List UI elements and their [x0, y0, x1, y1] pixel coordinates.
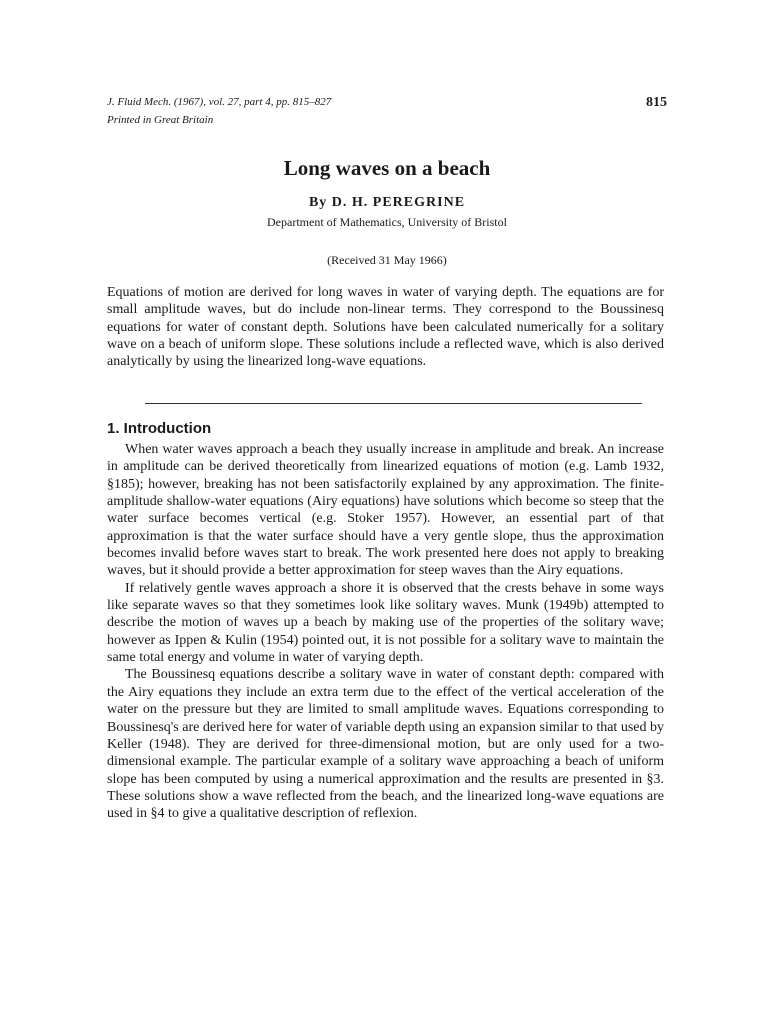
printed-location: Printed in Great Britain — [107, 114, 214, 126]
author-byline: By D. H. PEREGRINE — [308, 195, 466, 210]
section-body — [107, 441, 664, 823]
section-divider — [145, 403, 642, 404]
article-title: Long waves on a beach — [283, 156, 491, 180]
paragraph: When water waves approach a beach they usually increase in amplitude and break. An increase in amplitude can be derived theoretically from linearized equations of motion (e.g. Lamb 1932, §185); however, breaking has not been satisfactorily explained by any approximation. The finite-amplitude shallow-water equations (Airy equations) have solutions which become so steep that the water surface becomes vertical (e.g. Stoker 1957). However, an essential part of that approximation is that the water surface should have a very gentle slope, thus the approximation becomes invalid before waves start to break. The work presented here does not apply to breaking waves, but it should provide a better approximation for steep waves than the Airy equations. — [107, 442, 664, 579]
paragraph: The Boussinesq equations describe a solitary wave in water of constant depth: compared with the Airy equations they include an extra term due to the effect of the vertical acceleration of the water on the pressure but they are limited to small amplitude waves. Equations corresponding to Boussinesq's are derived here for water of variable depth using an expansion similar to that used by Keller (1948). They are derived for three-dimensional motion, but are only used for a two-dimensional example. The particular example of a solitary wave approaching a beach of uniform slope has been computed by using a numerical approximation and the results are presented in §3. These solutions show a wave reflected from the beach, and the linearized long-wave equations are used in §4 to give a qualitative description of reflexion. — [107, 667, 664, 822]
received-date: (Received 31 May 1966) — [327, 253, 447, 267]
journal-citation: J. Fluid Mech. (1967), vol. 27, part 4, pp. 815–827 — [107, 96, 332, 108]
running-head — [107, 93, 667, 129]
section-heading: 1. Introduction — [107, 420, 212, 437]
author-affiliation: Department of Mathematics, University of Bristol — [267, 215, 507, 229]
paragraph: If relatively gentle waves approach a shore it is observed that the crests behave in some ways like separate waves so that they sometimes look like solitary waves. Munk (1949b) attempted to describe the motion of waves up a beach by making use of the properties of the solitary wave; however as Ippen & Kulin (1954) pointed out, it is not possible for a solitary wave to maintain the same total energy and volume in water of varying depth. — [107, 580, 664, 666]
page-number: 815 — [646, 95, 667, 110]
title-block — [107, 153, 667, 268]
abstract: Equations of motion are derived for long waves in water of varying depth. The equations are for small amplitude waves, but do include non-linear terms. They correspond to the Boussinesq equations for water of constant depth. Solutions have been calculated numerically for a solitary wave on a beach of uniform slope. These solutions include a reflected wave, which is also derived analytically by using the linearized long-wave equations. — [107, 285, 664, 370]
